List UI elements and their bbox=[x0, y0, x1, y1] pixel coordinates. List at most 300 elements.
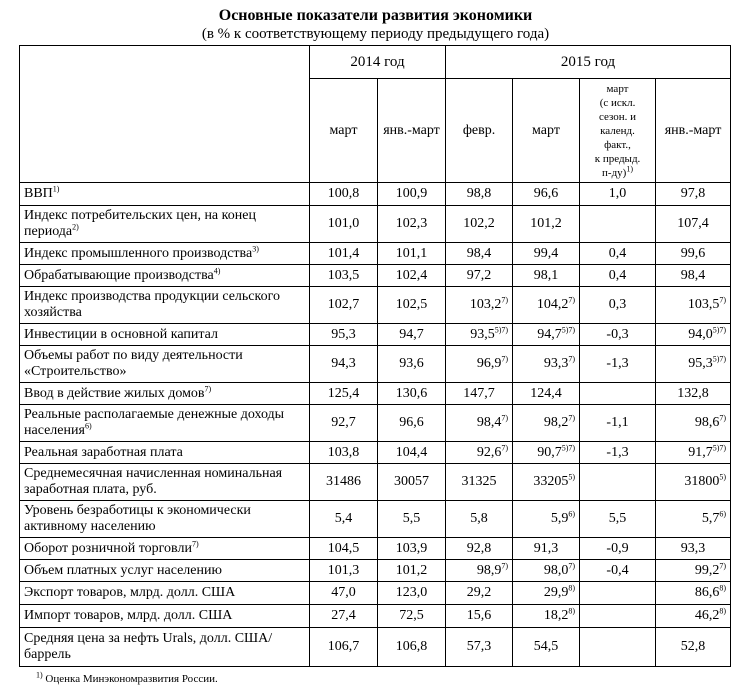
cell-janmar-2015 bbox=[656, 605, 731, 628]
cell-value: 46,2 bbox=[694, 608, 720, 623]
cell-mar-2015 bbox=[513, 538, 580, 560]
indicator-name bbox=[20, 183, 310, 206]
cell-value: 123,0 bbox=[395, 585, 428, 600]
cell-value: 5,5 bbox=[402, 511, 421, 526]
col-mar-2015-seasonal bbox=[580, 79, 656, 183]
cell-value: 107,4 bbox=[677, 216, 709, 231]
indicator-name bbox=[20, 383, 310, 405]
cell-janmar-2015 bbox=[656, 628, 731, 667]
cell-footnote: 7) bbox=[568, 295, 576, 305]
cell-value: 5,8 bbox=[470, 511, 488, 526]
col-feb-2015: февр. bbox=[446, 79, 513, 183]
cell-value: 98,2 bbox=[543, 415, 569, 430]
cell-value: 147,7 bbox=[463, 385, 495, 401]
cell-janmar-2014 bbox=[378, 442, 446, 464]
cell-value: 90,7 bbox=[537, 444, 562, 460]
table-row bbox=[20, 243, 731, 265]
cell-value: 93,6 bbox=[399, 356, 424, 371]
indicator-label: Среднемесячная начисленная номинальная заработная плата, руб. bbox=[24, 466, 283, 497]
indicator-name bbox=[20, 206, 310, 243]
cell-mar-2014 bbox=[310, 243, 378, 265]
indicator-name bbox=[20, 287, 310, 324]
cell-footnote: 7) bbox=[568, 560, 576, 570]
indicator-footnote: 2) bbox=[72, 222, 79, 232]
cell-value: 95,3 bbox=[331, 326, 356, 342]
cell-feb-2015 bbox=[446, 265, 513, 287]
cell-value: -0,9 bbox=[606, 540, 629, 556]
cell-value: 98,4 bbox=[476, 415, 502, 430]
indicator-label: Экспорт товаров, млрд. долл. США bbox=[24, 585, 236, 600]
cell-mar-2015-seasonal bbox=[580, 538, 656, 560]
cell-value: 98,4 bbox=[680, 267, 706, 283]
cell-value: 104,5 bbox=[327, 540, 360, 556]
cell-mar-2015 bbox=[513, 560, 580, 582]
cell-value: 27,4 bbox=[331, 608, 356, 623]
indicator-name bbox=[20, 582, 310, 605]
cell-feb-2015 bbox=[446, 324, 513, 346]
cell-value: 0,4 bbox=[608, 267, 627, 283]
indicator-name bbox=[20, 605, 310, 628]
cell-mar-2015-seasonal bbox=[580, 464, 656, 501]
cell-mar-2015-seasonal bbox=[580, 287, 656, 324]
table-row bbox=[20, 346, 731, 383]
cell-footnote: 5) bbox=[719, 472, 727, 482]
cell-value: 54,5 bbox=[533, 639, 559, 654]
cell-mar-2015 bbox=[513, 324, 580, 346]
cell-feb-2015 bbox=[446, 464, 513, 501]
cell-value: 103,9 bbox=[395, 540, 428, 556]
cell-janmar-2015 bbox=[656, 265, 731, 287]
cell-value: 0,3 bbox=[608, 297, 627, 312]
indicator-footnote: 3) bbox=[252, 243, 259, 253]
cell-value: 92,6 bbox=[476, 444, 502, 460]
table-row bbox=[20, 287, 731, 324]
cell-mar-2014 bbox=[310, 287, 378, 324]
cell-janmar-2015 bbox=[656, 183, 731, 206]
cell-mar-2014 bbox=[310, 560, 378, 582]
indicator-label: Обрабатывающие производства bbox=[24, 267, 214, 283]
indicator-footnote: 4) bbox=[213, 265, 221, 275]
cell-janmar-2014 bbox=[378, 243, 446, 265]
cell-janmar-2014 bbox=[378, 605, 446, 628]
table-row bbox=[20, 183, 731, 206]
cell-mar-2015-seasonal bbox=[580, 346, 656, 383]
cell-value: 29,2 bbox=[466, 585, 492, 600]
indicator-footnote: 7) bbox=[204, 383, 212, 393]
cell-mar-2014 bbox=[310, 405, 378, 442]
cell-value: 106,7 bbox=[327, 639, 360, 654]
year-2015-header: 2015 год bbox=[446, 46, 731, 79]
seasonal-header-line: (с искл. bbox=[599, 96, 636, 109]
indicator-label: Индекс производства продукции сельского хозяйства bbox=[24, 289, 280, 320]
cell-janmar-2014 bbox=[378, 183, 446, 206]
seasonal-header-line: к предыд. bbox=[594, 152, 641, 165]
cell-feb-2015 bbox=[446, 183, 513, 206]
cell-footnote: 6) bbox=[719, 509, 727, 519]
cell-value: 102,2 bbox=[463, 216, 495, 231]
cell-value: 101,0 bbox=[327, 216, 360, 231]
cell-mar-2014 bbox=[310, 442, 378, 464]
cell-value: 104,2 bbox=[536, 297, 569, 312]
cell-janmar-2014 bbox=[378, 582, 446, 605]
cell-janmar-2014 bbox=[378, 346, 446, 383]
indicator-label: Оборот розничной торговли bbox=[24, 540, 192, 556]
cell-value: 101,2 bbox=[395, 562, 428, 578]
cell-mar-2015-seasonal bbox=[580, 582, 656, 605]
cell-footnote: 7) bbox=[719, 295, 727, 305]
cell-footnote: 5)7) bbox=[561, 324, 576, 334]
cell-value: 99,2 bbox=[694, 562, 720, 578]
indicator-footnote: 1) bbox=[52, 184, 60, 194]
cell-value: 94,3 bbox=[331, 356, 356, 371]
cell-footnote: 5)7) bbox=[561, 442, 576, 452]
cell-mar-2015-seasonal bbox=[580, 183, 656, 206]
indicator-name bbox=[20, 442, 310, 464]
cell-value: 132,8 bbox=[677, 385, 709, 401]
indicator-label: Реальные располагаемые денежные доходы населения bbox=[24, 407, 285, 438]
cell-value: 93,3 bbox=[543, 356, 569, 371]
cell-value: 103,8 bbox=[327, 444, 360, 460]
cell-janmar-2014 bbox=[378, 324, 446, 346]
cell-value: 100,9 bbox=[395, 186, 428, 201]
cell-janmar-2015 bbox=[656, 405, 731, 442]
cell-mar-2014 bbox=[310, 501, 378, 538]
cell-value: -1,3 bbox=[606, 444, 629, 460]
indicator-label: Импорт товаров, млрд. долл. США bbox=[24, 608, 233, 623]
cell-janmar-2015 bbox=[656, 324, 731, 346]
cell-feb-2015 bbox=[446, 538, 513, 560]
cell-value: -0,3 bbox=[606, 326, 629, 342]
cell-footnote: 7) bbox=[501, 295, 509, 305]
cell-value: 93,3 bbox=[680, 540, 706, 556]
cell-value: 57,3 bbox=[466, 639, 492, 654]
table-body bbox=[20, 183, 731, 667]
cell-mar-2015 bbox=[513, 442, 580, 464]
cell-value: 5,7 bbox=[701, 511, 720, 526]
cell-value: 102,3 bbox=[395, 216, 428, 231]
cell-value: 91,7 bbox=[688, 444, 713, 460]
indicator-footnote: 7) bbox=[191, 538, 199, 548]
cell-value: -1,1 bbox=[606, 415, 629, 430]
cell-janmar-2015 bbox=[656, 383, 731, 405]
cell-mar-2015 bbox=[513, 582, 580, 605]
cell-janmar-2015 bbox=[656, 442, 731, 464]
cell-value: 101,3 bbox=[327, 562, 360, 578]
cell-value: 5,4 bbox=[334, 511, 353, 526]
table-row bbox=[20, 501, 731, 538]
cell-footnote: 5)7) bbox=[712, 442, 727, 452]
table-row bbox=[20, 442, 731, 464]
indicator-label: Индекс потребительских цен, на конец периода bbox=[24, 208, 256, 239]
cell-mar-2015 bbox=[513, 206, 580, 243]
cell-value: 96,6 bbox=[399, 415, 424, 430]
footnote bbox=[36, 670, 218, 685]
cell-mar-2014 bbox=[310, 383, 378, 405]
indicator-label: Уровень безработицы к экономически активному населению bbox=[24, 503, 251, 534]
cell-footnote: 5) bbox=[568, 472, 576, 482]
cell-footnote: 7) bbox=[501, 442, 509, 452]
cell-value: 47,0 bbox=[331, 585, 356, 600]
cell-value: 86,6 bbox=[694, 585, 720, 600]
indicator-label: Объем платных услуг населению bbox=[24, 562, 222, 578]
table-row bbox=[20, 628, 731, 667]
table-row bbox=[20, 383, 731, 405]
page-subtitle: (в % к соответствующему периоду предыдущего года) bbox=[201, 26, 550, 42]
indicator-label: ВВП bbox=[24, 186, 53, 201]
cell-value: 72,5 bbox=[399, 608, 424, 623]
year-header-row bbox=[20, 46, 731, 79]
indicator-label: Средняя цена за нефть Urals, долл. США/баррель bbox=[24, 631, 273, 662]
cell-janmar-2015 bbox=[656, 346, 731, 383]
cell-feb-2015 bbox=[446, 243, 513, 265]
cell-feb-2015 bbox=[446, 442, 513, 464]
cell-feb-2015 bbox=[446, 501, 513, 538]
cell-janmar-2014 bbox=[378, 265, 446, 287]
cell-value: 93,5 bbox=[470, 326, 495, 342]
cell-value: 33205 bbox=[533, 474, 569, 489]
cell-feb-2015 bbox=[446, 628, 513, 667]
cell-value: 101,4 bbox=[327, 245, 360, 261]
year-2014-header: 2014 год bbox=[310, 46, 446, 79]
cell-mar-2014 bbox=[310, 464, 378, 501]
cell-footnote: 8) bbox=[568, 606, 576, 616]
cell-value: 92,8 bbox=[466, 540, 492, 556]
cell-value: 98,9 bbox=[476, 562, 502, 578]
cell-janmar-2014 bbox=[378, 560, 446, 582]
cell-value: 104,4 bbox=[395, 444, 428, 460]
seasonal-header-line: п-ду) bbox=[602, 166, 627, 179]
cell-value: 94,7 bbox=[399, 326, 424, 342]
seasonal-header-line: март bbox=[606, 82, 629, 95]
cell-value: 15,6 bbox=[466, 608, 492, 623]
cell-mar-2015 bbox=[513, 243, 580, 265]
cell-janmar-2014 bbox=[378, 501, 446, 538]
cell-mar-2014 bbox=[310, 346, 378, 383]
cell-feb-2015 bbox=[446, 582, 513, 605]
indicator-label: Индекс промышленного производства bbox=[24, 245, 253, 261]
cell-value: 92,7 bbox=[331, 415, 356, 430]
indicators-table bbox=[19, 45, 731, 667]
cell-janmar-2015 bbox=[656, 243, 731, 265]
cell-mar-2015-seasonal bbox=[580, 628, 656, 667]
table-row bbox=[20, 464, 731, 501]
indicator-footnote: 6) bbox=[84, 421, 92, 431]
table-row bbox=[20, 560, 731, 582]
cell-value: 18,2 bbox=[543, 608, 569, 623]
indicator-name bbox=[20, 538, 310, 560]
cell-value: 130,6 bbox=[395, 385, 428, 401]
indicator-name bbox=[20, 501, 310, 538]
cell-value: 124,4 bbox=[530, 385, 562, 401]
cell-footnote: 7) bbox=[568, 413, 576, 423]
cell-footnote: 8) bbox=[719, 606, 727, 616]
cell-value: 106,8 bbox=[395, 639, 428, 654]
cell-value: 98,4 bbox=[466, 245, 492, 261]
cell-janmar-2014 bbox=[378, 405, 446, 442]
cell-value: 5,5 bbox=[608, 511, 627, 526]
col-janmar-2014: янв.-март bbox=[378, 79, 446, 183]
indicator-label: Реальная заработная плата bbox=[24, 444, 183, 460]
footnote-text: Оценка Минэкономразвития России. bbox=[45, 673, 218, 685]
cell-footnote: 8) bbox=[568, 583, 576, 593]
cell-footnote: 5)7) bbox=[712, 324, 727, 334]
cell-mar-2015-seasonal bbox=[580, 265, 656, 287]
cell-mar-2015 bbox=[513, 183, 580, 206]
cell-mar-2014 bbox=[310, 582, 378, 605]
cell-janmar-2014 bbox=[378, 464, 446, 501]
indicator-header bbox=[20, 46, 310, 183]
col-mar-2014: март bbox=[310, 79, 378, 183]
cell-value: -0,4 bbox=[606, 562, 629, 578]
cell-value: 31325 bbox=[461, 474, 497, 489]
col-janmar-2015: янв.-март bbox=[656, 79, 731, 183]
cell-value: 30057 bbox=[394, 474, 429, 489]
cell-value: 103,5 bbox=[687, 297, 720, 312]
cell-mar-2015 bbox=[513, 383, 580, 405]
cell-feb-2015 bbox=[446, 383, 513, 405]
cell-mar-2014 bbox=[310, 206, 378, 243]
indicator-name bbox=[20, 324, 310, 346]
cell-value: 29,9 bbox=[543, 585, 569, 600]
table-row bbox=[20, 405, 731, 442]
cell-feb-2015 bbox=[446, 405, 513, 442]
cell-janmar-2014 bbox=[378, 628, 446, 667]
cell-footnote: 7) bbox=[719, 413, 727, 423]
cell-feb-2015 bbox=[446, 560, 513, 582]
cell-value: 94,7 bbox=[537, 326, 562, 342]
table-row bbox=[20, 206, 731, 243]
cell-value: 99,4 bbox=[533, 245, 559, 261]
cell-value: 103,2 bbox=[469, 297, 502, 312]
cell-mar-2014 bbox=[310, 265, 378, 287]
cell-value: 101,1 bbox=[395, 245, 428, 261]
cell-janmar-2015 bbox=[656, 582, 731, 605]
indicator-name bbox=[20, 243, 310, 265]
cell-value: 31800 bbox=[684, 474, 720, 489]
cell-mar-2015 bbox=[513, 405, 580, 442]
indicator-name bbox=[20, 346, 310, 383]
seasonal-header-line: сезон. и bbox=[598, 110, 637, 123]
cell-janmar-2015 bbox=[656, 560, 731, 582]
cell-value: 97,2 bbox=[466, 267, 492, 283]
cell-value: -1,3 bbox=[606, 356, 629, 371]
cell-value: 97,8 bbox=[680, 186, 706, 201]
cell-mar-2015-seasonal bbox=[580, 560, 656, 582]
cell-value: 102,5 bbox=[395, 297, 428, 312]
cell-mar-2015 bbox=[513, 464, 580, 501]
cell-value: 98,0 bbox=[543, 562, 569, 578]
cell-value: 52,8 bbox=[680, 639, 706, 654]
cell-footnote: 7) bbox=[501, 354, 509, 364]
col-mar-2015: март bbox=[513, 79, 580, 183]
cell-feb-2015 bbox=[446, 287, 513, 324]
cell-mar-2015-seasonal bbox=[580, 501, 656, 538]
cell-feb-2015 bbox=[446, 206, 513, 243]
table-row bbox=[20, 582, 731, 605]
cell-mar-2015-seasonal bbox=[580, 442, 656, 464]
cell-value: 98,8 bbox=[466, 186, 492, 201]
cell-value: 102,4 bbox=[395, 267, 428, 283]
footnote-marker: 1) bbox=[36, 670, 43, 680]
cell-footnote: 5)7) bbox=[494, 324, 509, 334]
cell-value: 31486 bbox=[326, 474, 361, 489]
cell-janmar-2014 bbox=[378, 383, 446, 405]
indicator-name bbox=[20, 628, 310, 667]
cell-value: 101,2 bbox=[530, 216, 562, 231]
cell-mar-2015 bbox=[513, 265, 580, 287]
cell-value: 98,1 bbox=[533, 267, 559, 283]
indicator-label: Ввод в действие жилых домов bbox=[24, 385, 205, 401]
cell-mar-2014 bbox=[310, 538, 378, 560]
seasonal-header-line: факт., bbox=[604, 138, 631, 151]
cell-value: 96,6 bbox=[533, 186, 559, 201]
table-row bbox=[20, 605, 731, 628]
cell-mar-2015 bbox=[513, 346, 580, 383]
cell-janmar-2015 bbox=[656, 287, 731, 324]
cell-janmar-2015 bbox=[656, 538, 731, 560]
cell-mar-2014 bbox=[310, 605, 378, 628]
indicator-label: Инвестиции в основной капитал bbox=[24, 326, 218, 342]
indicator-name bbox=[20, 265, 310, 287]
cell-value: 96,9 bbox=[476, 356, 502, 371]
cell-value: 0,4 bbox=[608, 245, 627, 261]
cell-footnote: 8) bbox=[719, 583, 727, 593]
cell-feb-2015 bbox=[446, 346, 513, 383]
cell-mar-2015 bbox=[513, 501, 580, 538]
indicator-name bbox=[20, 560, 310, 582]
cell-mar-2014 bbox=[310, 628, 378, 667]
cell-mar-2014 bbox=[310, 183, 378, 206]
cell-janmar-2015 bbox=[656, 464, 731, 501]
indicator-name bbox=[20, 464, 310, 501]
seasonal-header-footnote: 1) bbox=[626, 163, 633, 173]
cell-footnote: 6) bbox=[568, 509, 576, 519]
cell-janmar-2014 bbox=[378, 287, 446, 324]
table-row bbox=[20, 265, 731, 287]
page-title: Основные показатели развития экономики bbox=[218, 7, 533, 24]
cell-mar-2015-seasonal bbox=[580, 324, 656, 346]
cell-mar-2015-seasonal bbox=[580, 243, 656, 265]
cell-janmar-2014 bbox=[378, 538, 446, 560]
cell-feb-2015 bbox=[446, 605, 513, 628]
cell-value: 125,4 bbox=[327, 385, 360, 401]
cell-mar-2015-seasonal bbox=[580, 605, 656, 628]
cell-janmar-2015 bbox=[656, 501, 731, 538]
cell-value: 99,6 bbox=[680, 245, 706, 261]
cell-value: 1,0 bbox=[608, 186, 627, 201]
cell-value: 94,0 bbox=[688, 326, 713, 342]
cell-janmar-2015 bbox=[656, 206, 731, 243]
table-row bbox=[20, 538, 731, 560]
cell-value: 103,5 bbox=[327, 267, 360, 283]
cell-mar-2015 bbox=[513, 628, 580, 667]
cell-mar-2015-seasonal bbox=[580, 405, 656, 442]
cell-mar-2015 bbox=[513, 605, 580, 628]
cell-mar-2014 bbox=[310, 324, 378, 346]
cell-footnote: 5)7) bbox=[712, 354, 727, 364]
seasonal-header-line: календ. bbox=[600, 124, 635, 137]
cell-value: 100,8 bbox=[327, 186, 360, 201]
cell-footnote: 7) bbox=[501, 560, 509, 570]
indicator-label: Объемы работ по виду деятельности «Строительство» bbox=[24, 348, 243, 379]
cell-value: 5,9 bbox=[550, 511, 569, 526]
cell-janmar-2014 bbox=[378, 206, 446, 243]
cell-value: 102,7 bbox=[327, 297, 360, 312]
table-row bbox=[20, 324, 731, 346]
cell-value: 98,6 bbox=[694, 415, 720, 430]
cell-mar-2015 bbox=[513, 287, 580, 324]
cell-value: 91,3 bbox=[533, 540, 559, 556]
